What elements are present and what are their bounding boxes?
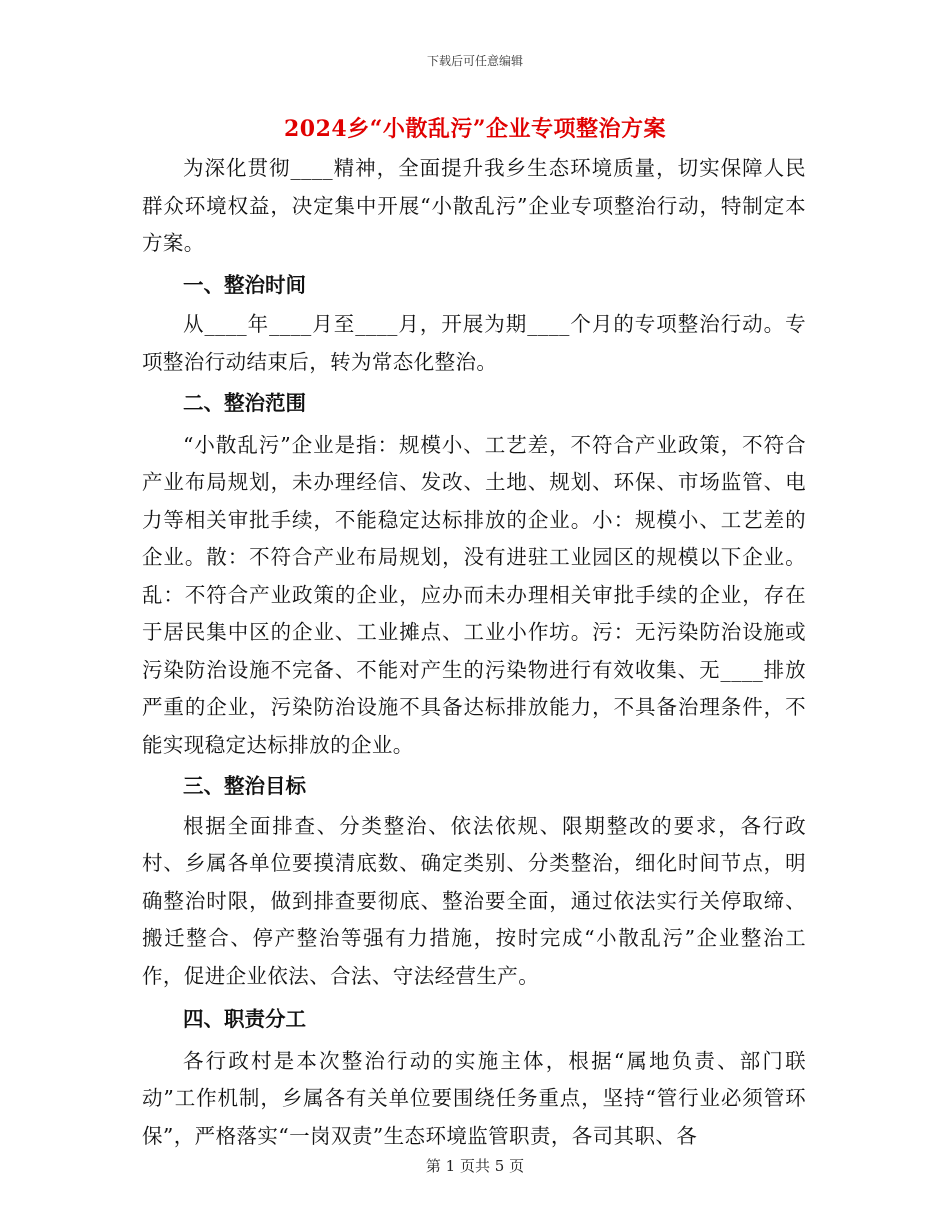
document-title: 2024乡“小散乱污”企业专项整治方案: [283, 116, 667, 142]
document-body: [142, 150, 806, 1155]
section-text-time: 从____年____月至____月，开展为期____个月的专项整治行动。专项整治行动结束后，转为常态化整治。: [142, 312, 806, 374]
section-text-duties: 各行政村是本次整治行动的实施主体，根据“属地负责、部门联动”工作机制，乡属各有关单位要围绕任务重点，坚持“管行业必须管环保”，严格落实“一岗双责”生态环境监管职责，各司其职、各: [142, 1048, 806, 1148]
page-number: 第 1 页共 5 页: [425, 1157, 525, 1175]
section-heading-time: 一、整治时间: [183, 272, 306, 297]
section-text-scope: “小散乱污”企业是指：规模小、工艺差，不符合产业政策，不符合产业布局规划，未办理经信、发改、土地、规划、环保、市场监管、电力等相关审批手续，不能稳定达标排放的企业。小：规模小、工艺差的企业。散：不符合产业布局规划，没有进驻工业园区的规模以下企业。乱：不符合产业政策的企业，应办而未办理相关审批手续的企业，存在于居民集中区的企业、工业摊点、工业小作坊。污：无污染防治设施或污染防治设施不完备、不能对产生的污染物进行有效收集、无____排放严重的企业，污染防治设施不具备达标排放能力，不具备治理条件，不能实现稳定达标排放的企业。: [142, 432, 806, 757]
intro-paragraph: 为深化贯彻____精神，全面提升我乡生态环境质量，切实保障人民群众环境权益，决定集中开展“小散乱污”企业专项整治行动，特制定本方案。: [142, 156, 806, 255]
section-heading-scope: 二、整治范围: [183, 391, 306, 415]
header-note: 下载后可任意编辑: [426, 54, 523, 68]
section-heading-duties: 四、职责分工: [183, 1007, 306, 1031]
section-text-goals: 根据全面排查、分类整治、依法依规、限期整改的要求，各行政村、乡属各单位要摸清底数、确定类别、分类整治，细化时间节点，明确整治时限，做到排查要彻底、整治要全面，通过依法实行关停取缔、搬迁整合、停产整治等强有力措施，按时完成“小散乱污”企业整治工作，促进企业依法、合法、守法经营生产。: [142, 813, 806, 988]
section-heading-goals: 三、整治目标: [183, 774, 306, 798]
